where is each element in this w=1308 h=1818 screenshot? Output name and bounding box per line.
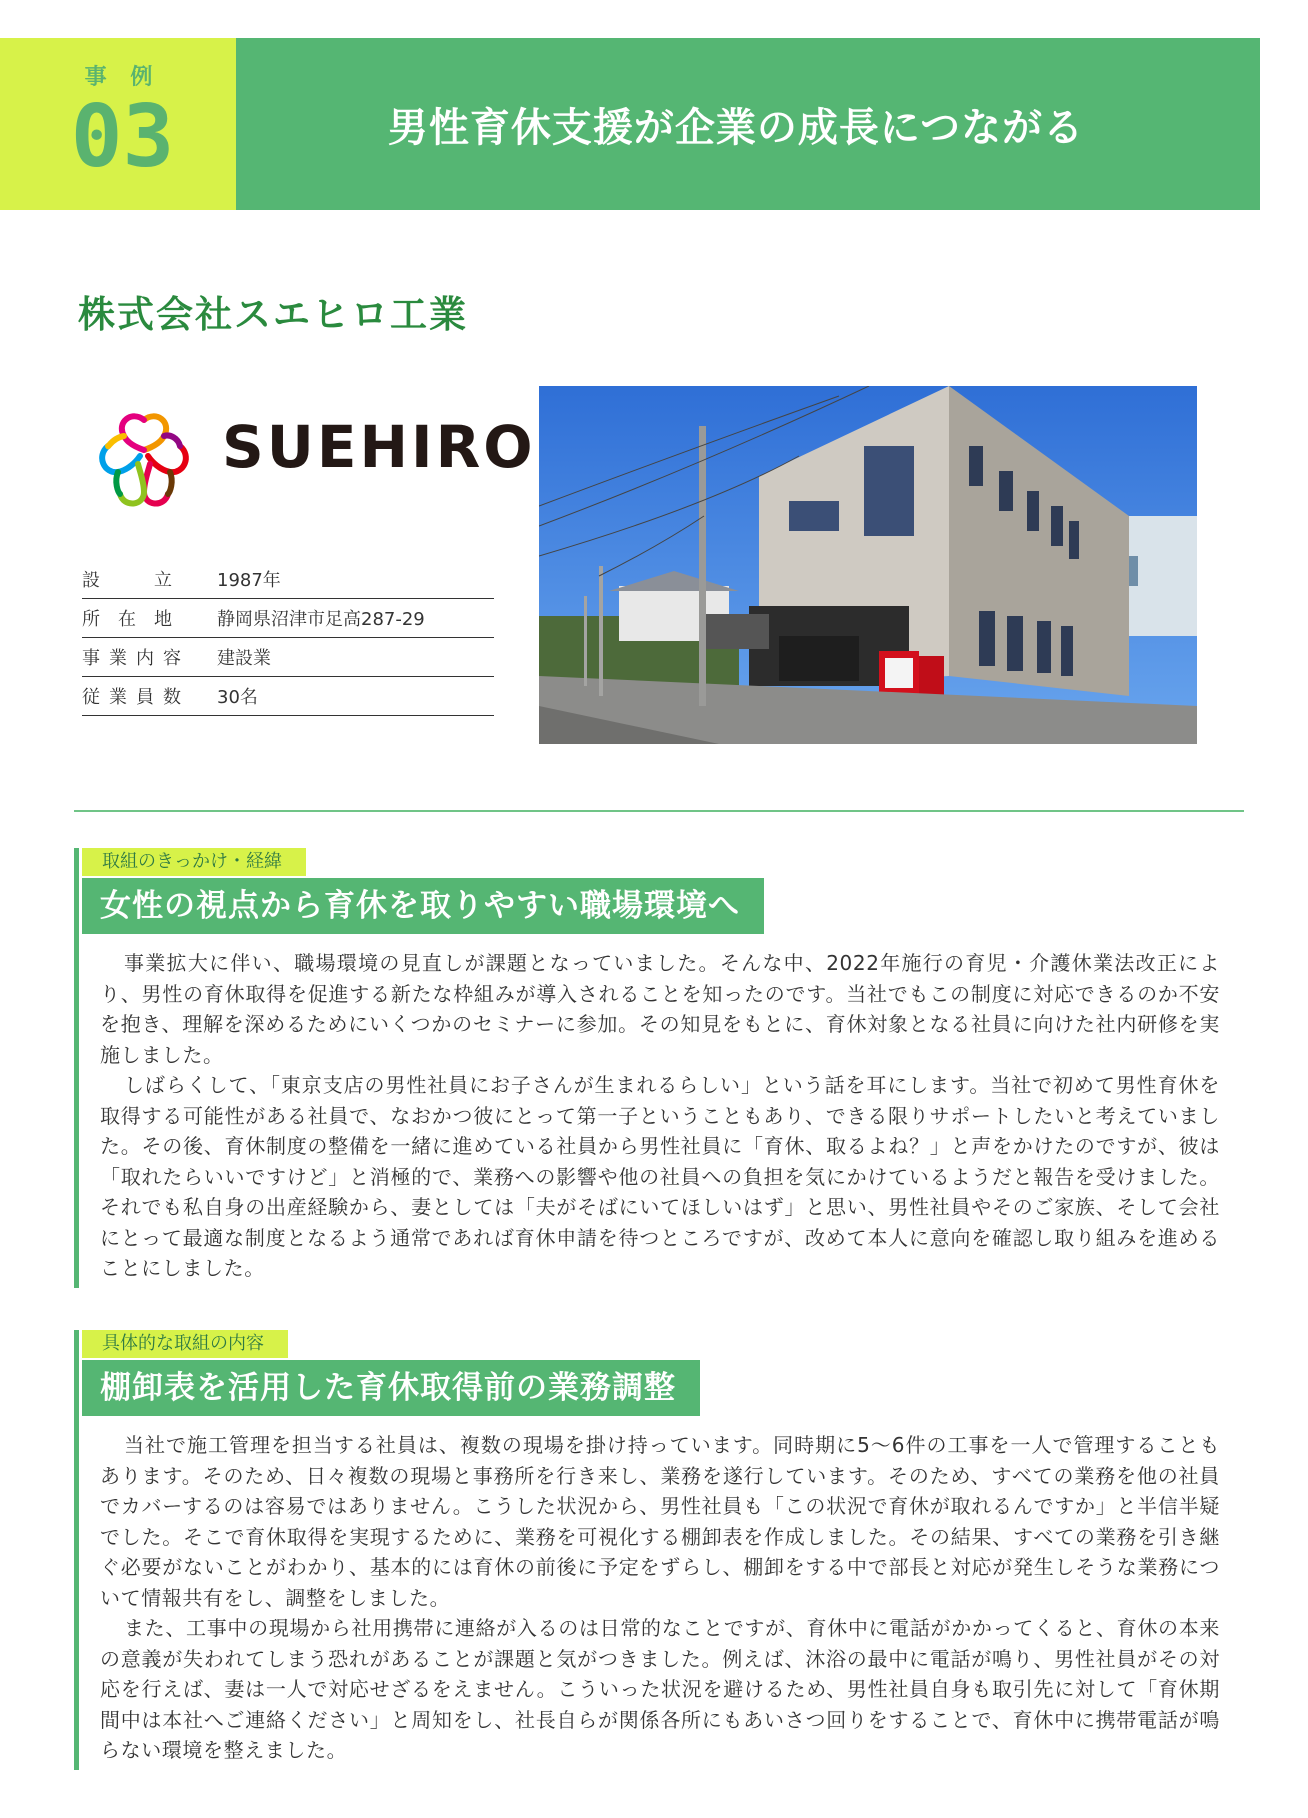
paragraph: しばらくして、「東京支店の男性社員にお子さんが生まれるらしい」という話を耳にします。当社で初めて男性育休を取得する可能性がある社員で、なおかつ彼にとって第一子ということもあり、できる限りサポートしたいと考えていました。その後、育休制度の整備を一緒に進めている社員から男性社員に「育休、取るよね？」と声をかけたのですが、彼は「取れたらいいですけど」と消極的で、業務への影響や他の社員への負担を気にかけているようだと報告を受けました。それでも私自身の出産経験から、妻としては「夫がそばにいてほしいはず」と思い、男性社員やそのご家族、そして会社にとって最適な制度となるよう通常であれば育休申請を待つところですが、改めて本人に意向を確認し取り組みを進めることにしました。: [100, 1073, 1220, 1280]
section-headline: 棚卸表を活用した育休取得前の業務調整: [82, 1360, 700, 1416]
info-row-business: [82, 638, 494, 677]
case-label: 事 例: [84, 65, 161, 90]
section-body: [100, 1430, 1220, 1766]
info-value: 静岡県沼津市足高287-29: [217, 609, 425, 630]
paragraph: 当社で施工管理を担当する社員は、複数の現場を掛け持っています。同時期に5〜6件の工事を一人で管理することもあります。そのため、日々複数の現場と事務所を行き来し、業務を遂行しています。そのため、すべての業務を他の社員でカバーするのは容易ではありません。こうした状況から、男性社員も「この状況で育休が取れるんですか」と半信半疑でした。そこで育休取得を実現するために、業務を可視化する棚卸表を作成しました。その結果、すべての業務を引き継ぐ必要がないことがわかり、基本的には育休の前後に予定をずらし、棚卸をする中で部長と対応が発生しそうな業務について情報共有をし、調整をしました。: [100, 1433, 1220, 1610]
info-row-founded: [82, 560, 494, 599]
info-label: 従業員数: [82, 687, 190, 708]
info-value: 1987年: [217, 570, 281, 591]
info-row-location: [82, 599, 494, 638]
info-label: 事業内容: [82, 648, 190, 669]
info-label: 所 在 地: [82, 609, 172, 630]
paragraph: 事業拡大に伴い、職場環境の見直しが課題となっていました。そんな中、2022年施行の育児・介護休業法改正により、男性の育休取得を促進する新たな枠組みが導入されることを知ったのです。当社でもこの制度に対応できるのか不安を抱き、理解を深めるためにいくつかのセミナーに参加。その知見をもとに、育休対象となる社員に向けた社内研修を実施しました。: [100, 951, 1220, 1067]
paragraph: また、工事中の現場から社用携帯に連絡が入るのは日常的なことですが、育休中に電話がかかってくると、育休の本来の意義が失われてしまう恐れがあることが課題と気がつきました。例えば、沐浴の最中に電話が鳴り、男性社員がその対応を行えば、妻は一人で対応せざるをえません。こういった状況を避けるため、男性社員自身も取引先に対して「育休期間中は本社へご連絡ください」と周知をし、社長自らが関係各所にもあいさつ回りをすることで、育休中に携帯電話が鳴らない環境を整えました。: [100, 1616, 1220, 1762]
company-name: 株式会社スエヒロ工業: [78, 293, 468, 336]
case-header: [0, 38, 1260, 210]
section-accent-bar: [74, 1330, 79, 1770]
section-body: [100, 948, 1220, 1284]
flower-logo-icon: [94, 408, 194, 508]
info-value: 建設業: [217, 648, 271, 669]
company-info-table: [82, 560, 494, 716]
info-label: 設 立: [82, 570, 172, 591]
company-logo-text: SUEHIRO: [222, 413, 536, 481]
section-tag: 取組のきっかけ・経緯: [82, 848, 306, 876]
section-headline: 女性の視点から育休を取りやすい職場環境へ: [82, 878, 764, 934]
info-row-employees: [82, 677, 494, 716]
title-bar: [236, 38, 1260, 210]
section-divider: [74, 810, 1244, 812]
section-tag: 具体的な取組の内容: [82, 1330, 288, 1358]
page-title: 男性育休支援が企業の成長につながる: [387, 105, 1085, 151]
case-number: 03: [70, 87, 175, 187]
info-value: 30名: [217, 687, 258, 708]
office-building-photo: [539, 386, 1197, 744]
section-background: [74, 848, 1224, 1288]
section-accent-bar: [74, 848, 79, 1288]
section-approach: [74, 1330, 1224, 1770]
case-number-box: [0, 38, 236, 210]
